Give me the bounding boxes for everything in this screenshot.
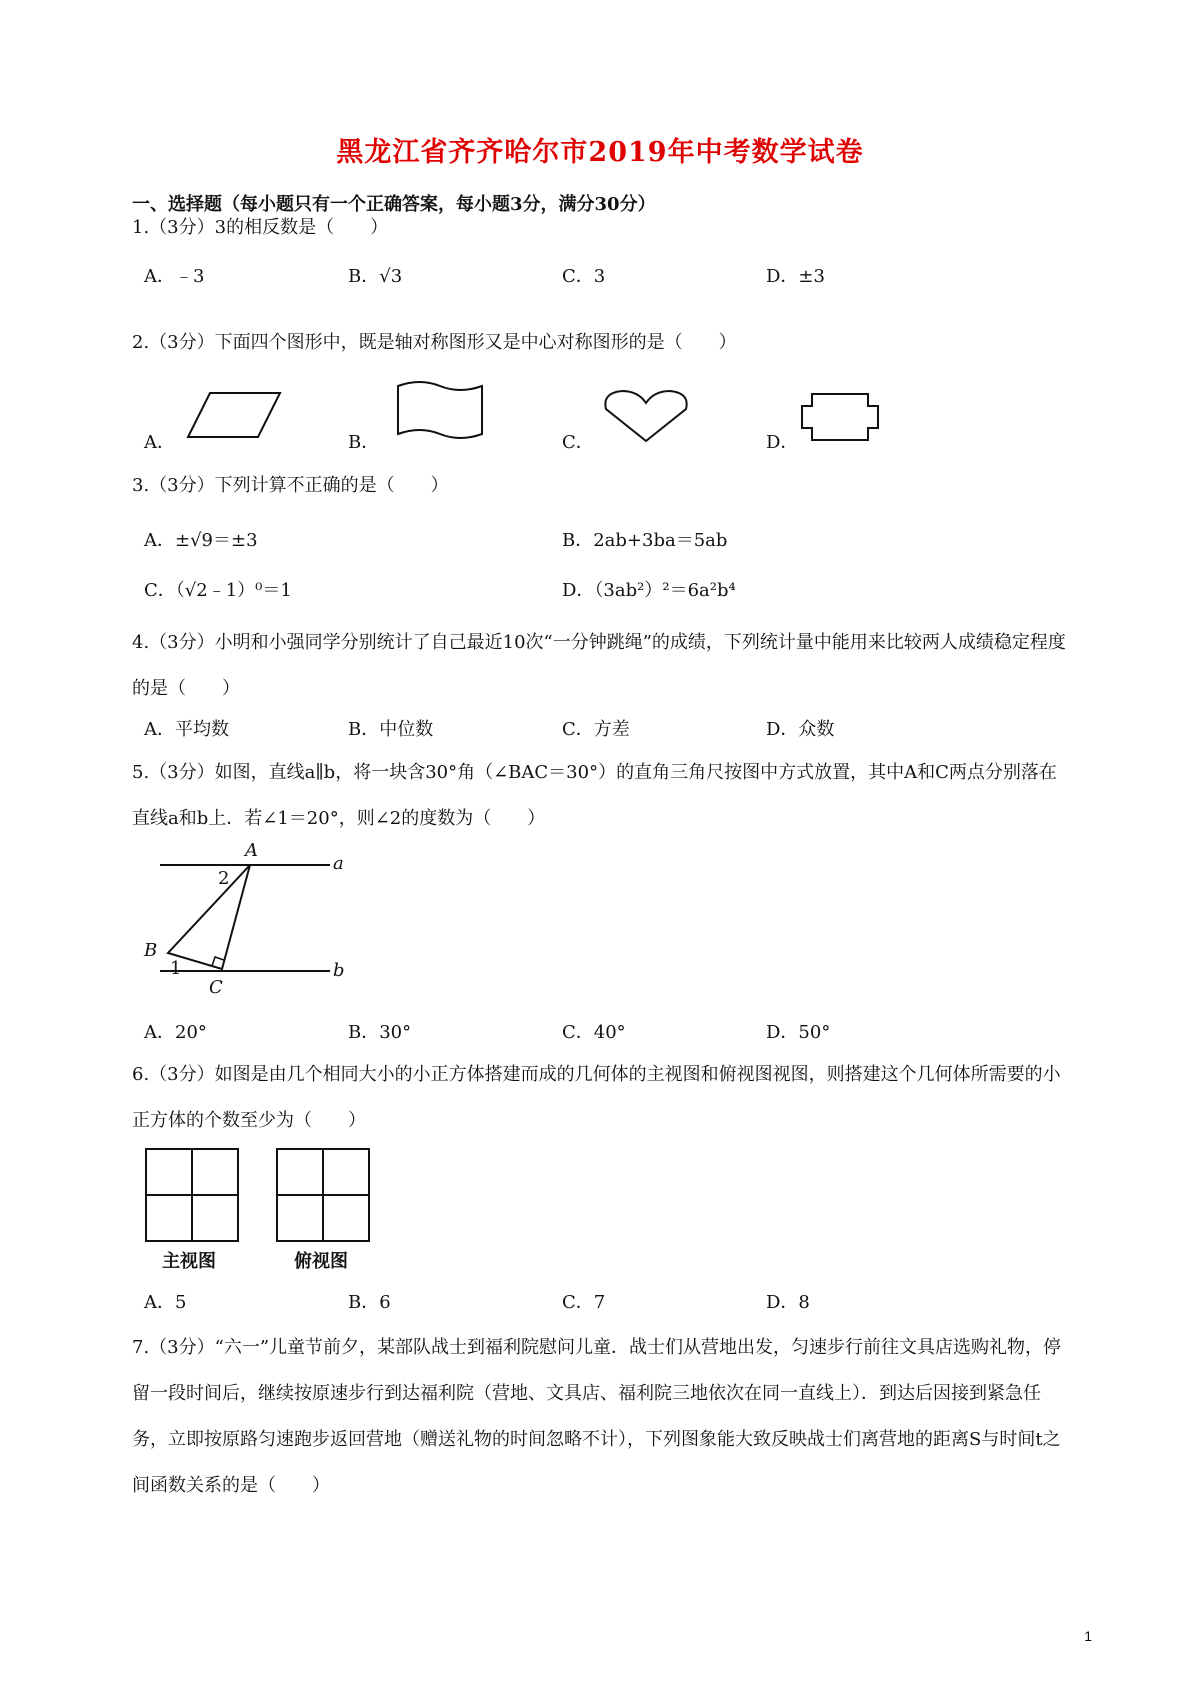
top-view-caption: 俯视图 <box>294 1251 348 1271</box>
q5-option-c: C．40° <box>562 1022 626 1043</box>
question-5-stem: 5.（3分）如图，直线a∥b，将一块含30°角（∠BAC＝30°）的直角三角尺按图中方式放置，其中A和C两点分别落在直线a和b上．若∠1＝20°，则∠2的度数为（ ） <box>132 762 1057 829</box>
front-view-grid <box>145 1148 239 1242</box>
parallelogram-figure <box>180 385 290 445</box>
q2-option-a: A． <box>144 432 175 453</box>
question-2-stem: 2.（3分）下面四个图形中，既是轴对称图形又是中心对称图形的是（ ） <box>132 332 737 353</box>
q2-option-b: B． <box>348 432 380 453</box>
q6-option-a: A．5 <box>144 1292 187 1313</box>
q1-option-d: D．±3 <box>766 266 825 287</box>
label-angle-1: 1 <box>170 958 182 979</box>
q2-option-c: C． <box>562 432 594 453</box>
heart-figure <box>598 385 694 445</box>
question-7-stem: 7.（3分）“六一”儿童节前夕，某部队战士到福利院慰问儿童．战士们从营地出发，匀速步行前往文具店选购礼物，停留一段时间后，继续按原速步行到达福利院（营地、文具店、福利院三地依次在同一直线上）．到达后因接到紧急任务，立即按原路匀速跑步返回营地（赠送礼物的时间忽略不计），下列图象能大致反映战士们离营地的距离S与时间t之间函数关系的是（ ） <box>132 1337 1062 1496</box>
q5-option-b: B．30° <box>348 1022 412 1043</box>
label-a-point: A <box>245 840 258 861</box>
label-line-a: a <box>333 853 344 874</box>
label-c-point: C <box>209 977 223 998</box>
q6-option-c: C．7 <box>562 1292 606 1313</box>
q3-option-b: B．2ab+3ba＝5ab <box>562 530 728 551</box>
q4-option-a: A．平均数 <box>144 719 229 740</box>
question-6-stem: 6.（3分）如图是由几个相同大小的小正方体搭建而成的几何体的主视图和俯视图视图，则搭建这个几何体所需要的小正方体的个数至少为（ ） <box>132 1064 1061 1131</box>
front-view-caption: 主视图 <box>162 1251 216 1271</box>
q5-option-a: A．20° <box>144 1022 207 1043</box>
label-line-b: b <box>333 960 345 981</box>
question-4-stem: 4.（3分）小明和小强同学分别统计了自己最近10次“一分钟跳绳”的成绩，下列统计量中能用来比较两人成绩稳定程度的是（ ） <box>132 632 1066 699</box>
question-3-stem: 3.（3分）下列计算不正确的是（ ） <box>132 475 449 496</box>
q4-option-d: D．众数 <box>766 719 835 740</box>
page-number: 1 <box>1084 1628 1092 1644</box>
q3-option-d: D．（3ab²）²＝6a²b⁴ <box>562 580 736 601</box>
q3-option-c: C．（√2﹣1）⁰＝1 <box>144 580 292 601</box>
q6-option-b: B．6 <box>348 1292 391 1313</box>
q1-option-b: B．√3 <box>348 266 403 287</box>
q4-option-c: C．方差 <box>562 719 630 740</box>
q5-option-d: D．50° <box>766 1022 831 1043</box>
cross-shape-figure <box>800 390 884 446</box>
q2-option-d: D． <box>766 432 799 453</box>
q3-option-a: A．±√9＝±3 <box>144 530 258 551</box>
wavy-flag-figure <box>390 378 490 448</box>
section-heading: 一、选择题（每小题只有一个正确答案，每小题3分，满分30分） <box>132 194 656 215</box>
label-angle-2: 2 <box>218 868 230 889</box>
q1-option-c: C．3 <box>562 266 606 287</box>
question-1-stem: 1.（3分）3的相反数是（ ） <box>132 217 389 238</box>
page-title: 黑龙江省齐齐哈尔市2019年中考数学试卷 <box>336 137 864 168</box>
top-view-grid <box>276 1148 370 1242</box>
q4-option-b: B．中位数 <box>348 719 434 740</box>
label-b-point: B <box>144 940 158 961</box>
q1-option-a: A．﹣3 <box>144 266 205 287</box>
q6-option-d: D．8 <box>766 1292 810 1313</box>
